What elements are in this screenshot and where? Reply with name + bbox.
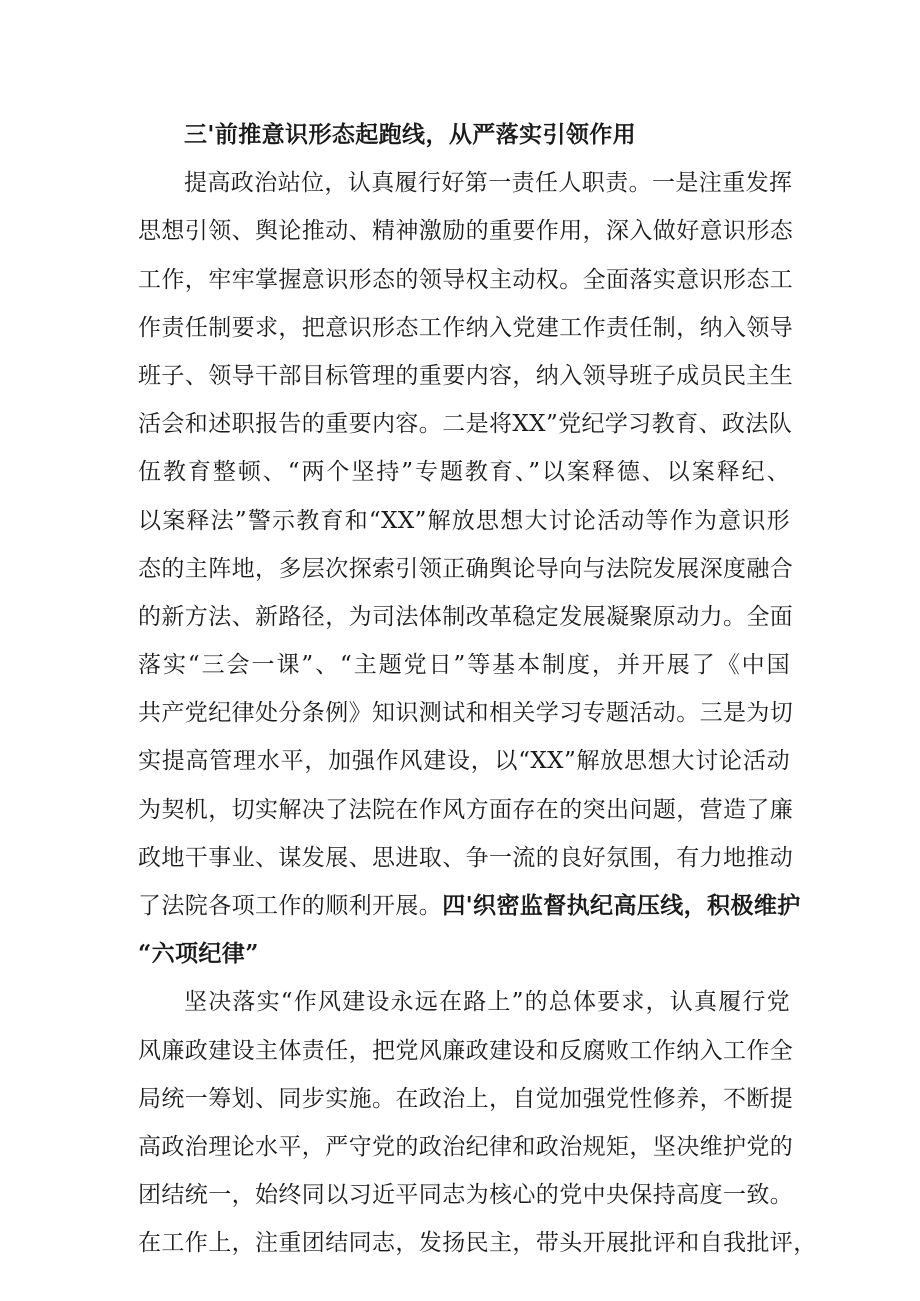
paragraph-1-line: 提高政治站位，认真履行好第一责任人职责。一是注重发挥 (184, 170, 793, 197)
section-4-heading-continued: “六项纪律” (138, 940, 259, 968)
paragraph-1-line: 政地干事业、谋发展、思进取、争一流的良好氛围，有力地推动 (138, 844, 794, 871)
paragraph-1-line: 以案释法”警示教育和“XX”解放思想大讨论活动等作为意识形 (138, 507, 790, 534)
paragraph-1-line: 共产党纪律处分条例》知识测试和相关学习专题活动。三是为切 (138, 700, 794, 727)
paragraph-1-line: 为契机，切实解决了法院在作风方面存在的突出问题，营造了廉 (138, 796, 794, 823)
document-body (138, 111, 817, 1268)
paragraph-2-line: 风廉政建设主体责任，把党风廉政建设和反腐败工作纳入工作全 (138, 1037, 794, 1064)
paragraph-2-line: 坚决落实“作风建设永远在路上”的总体要求，认真履行党 (184, 989, 790, 1016)
paragraph-2-line: 在工作上，注重团结同志，发扬民主，带头开展批评和自我批评， (138, 1230, 817, 1257)
paragraph-1-line: 思想引领、舆论推动、精神激励的重要作用，深入做好意识形态 (138, 218, 794, 245)
paragraph-1-line: 伍教育整顿、“两个坚持”专题教育、”以案释德、以案释纪、 (138, 459, 790, 486)
paragraph-1-closing-text: 了法院各项工作的顺利开展。 (138, 893, 443, 919)
paragraph-1-line: 活会和述职报告的重要内容。二是将XX”党纪学习教育、政法队 (138, 411, 793, 438)
paragraph-1-line: 班子、领导干部目标管理的重要内容，纳入领导班子成员民主生 (138, 362, 794, 389)
paragraph-1-line: 工作，牢牢掌握意识形态的领导权主动权。全面落实意识形态工 (138, 266, 794, 293)
paragraph-1-last-line (138, 882, 801, 930)
paragraph-2-line: 团结统一，始终同以习近平同志为核心的党中央保持高度一致。 (138, 1182, 794, 1209)
section-3-heading: 三'前推意识形态起跑线，从严落实引领作用 (184, 121, 637, 148)
paragraph-2-line: 高政治理论水平，严守党的政治纪律和政治规矩，坚决维护党的 (138, 1133, 794, 1160)
paragraph-1-line: 实提高管理水平，加强作风建设，以“XX”解放思想大讨论活动 (138, 748, 790, 775)
paragraph-2-line: 局统一筹划、同步实施。在政治上，自觉加强党性修养，不断提 (138, 1085, 794, 1112)
paragraph-1-line: 落实“三会一课”、“主题党日”等基本制度，并开展了《中国 (138, 652, 790, 679)
paragraph-1-line: 作责任制要求，把意识形态工作纳入党建工作责任制，纳入领导 (138, 314, 794, 341)
paragraph-1-line: 态的主阵地，多层次探索引领正确舆论导向与法院发展深度融合 (138, 555, 794, 582)
paragraph-1-line: 的新方法、新路径，为司法体制改革稳定发展凝聚原动力。全面 (138, 603, 794, 630)
section-4-heading: 四'织密监督执纪高压线，积极维护 (442, 892, 801, 919)
